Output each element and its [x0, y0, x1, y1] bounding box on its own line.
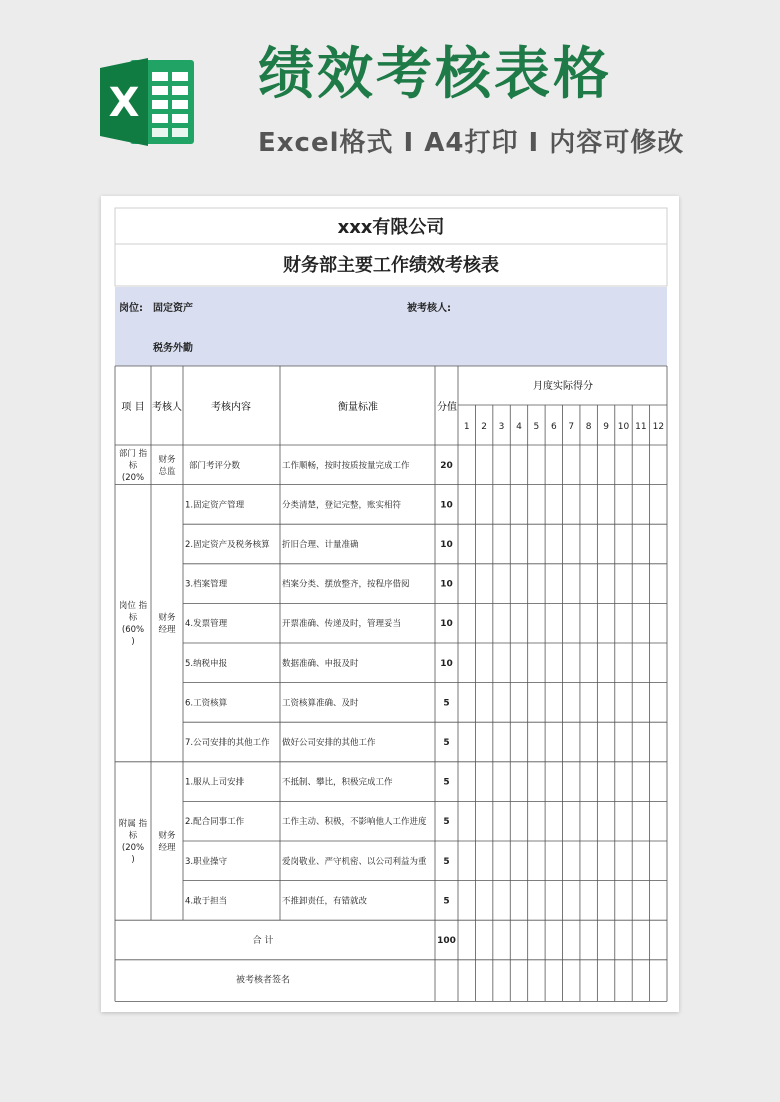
examinee-label: 被考核人: [407, 303, 451, 314]
group-category-line: (20% [121, 472, 145, 483]
month-header-3: 3 [498, 422, 505, 432]
month-header-11: 11 [635, 422, 647, 432]
banner [0, 0, 780, 185]
header-assessor: 考核人 [152, 402, 182, 413]
row-standard: 做好公司安排的其他工作 [282, 738, 376, 748]
header-score: 分值 [437, 402, 457, 413]
total-score: 100 [437, 936, 456, 946]
row-content: 3.职业操守 [185, 856, 228, 867]
position-value-1: 固定资产 [153, 303, 193, 314]
row-score: 10 [440, 540, 453, 550]
month-header-7: 7 [568, 422, 575, 432]
month-header-6: 6 [550, 422, 557, 432]
month-header-1: 1 [463, 422, 470, 432]
group-category-line: ) [131, 855, 135, 865]
group-category-line: 标 [128, 460, 138, 471]
signature-label: 被考核者签名 [235, 975, 291, 986]
group-category-line: 部门 指 [118, 448, 148, 459]
row-standard: 工作顺畅，按时按质按量完成工作 [282, 460, 410, 471]
row-standard: 开票准确、传递及时，管理妥当 [282, 619, 402, 630]
row-content: 6.工资核算 [185, 698, 228, 709]
group-category-line: (60% [121, 625, 145, 636]
banner-title: 绩效考核表格 [258, 42, 612, 107]
row-content: 2.配合同事工作 [185, 817, 245, 828]
table-header [121, 379, 593, 413]
row-standard: 工作主动、积极，不影响他人工作进度 [282, 817, 427, 828]
group-category-line: 岗位 指 [118, 601, 148, 612]
row-standard: 档案分类、摆放整齐，按程序借阅 [282, 579, 410, 590]
row-score: 10 [440, 658, 453, 669]
month-header-9: 9 [603, 422, 609, 432]
header-content: 考核内容 [211, 402, 251, 413]
table-row [185, 777, 450, 788]
position-value-2: 税务外勤 [153, 343, 193, 354]
month-header-10: 10 [617, 422, 630, 432]
table-row [185, 856, 450, 867]
row-standard: 不抵制、攀比，积极完成工作 [282, 777, 393, 788]
table-row [185, 737, 450, 748]
row-score: 5 [443, 817, 450, 828]
group-assessor-line: 经理 [158, 625, 176, 636]
row-standard: 折旧合理、计量准确 [282, 540, 359, 550]
group-category-line: (20% [121, 843, 145, 853]
row-content: 部门考评分数 [189, 460, 241, 471]
row-score: 5 [443, 856, 450, 867]
table-row [185, 539, 453, 550]
month-header-4: 4 [516, 422, 522, 432]
group-assessor-line: 总监 [158, 466, 176, 477]
group-assessor-line: 经理 [158, 843, 176, 853]
table-row [185, 658, 453, 669]
table-row [185, 618, 453, 629]
row-score: 10 [440, 579, 453, 590]
row-standard: 爱岗敬业、严守机密、以公司利益为重 [282, 856, 427, 867]
table-row [185, 499, 453, 510]
row-score: 5 [443, 698, 450, 709]
month-header-8: 8 [585, 422, 592, 432]
row-score: 10 [440, 500, 453, 511]
document-sheet [101, 196, 679, 1012]
position-label: 岗位: [119, 303, 143, 314]
table-row [185, 816, 450, 827]
group-assessor-line: 财务 [158, 831, 176, 841]
header-monthly: 月度实际得分 [533, 381, 593, 392]
excel-icon-letter: X [108, 80, 140, 126]
row-score: 10 [440, 619, 453, 630]
row-standard: 数据准确、申报及时 [282, 658, 359, 669]
row-standard: 分类清楚，登记完整，账实相符 [282, 500, 402, 511]
performance-table [101, 196, 679, 1012]
table-title: 财务部主要工作绩效考核表 [283, 255, 499, 276]
row-standard: 不推卸责任，有错就改 [282, 896, 368, 907]
row-content: 1.服从上司安排 [185, 777, 245, 788]
table-row [185, 579, 453, 590]
group-category-line: ) [131, 637, 135, 648]
row-content: 1.固定资产管理 [185, 500, 245, 511]
row-content: 7.公司安排的其他工作 [185, 738, 270, 748]
header-item: 项 目 [121, 402, 145, 413]
month-header-12: 12 [652, 422, 665, 432]
row-score: 5 [443, 738, 450, 748]
row-content: 4.发票管理 [185, 619, 228, 630]
row-content: 5.纳税申报 [185, 658, 228, 669]
total-label: 合 计 [252, 936, 274, 946]
header-standard: 衡量标准 [338, 402, 378, 413]
info-band [115, 287, 667, 366]
row-score: 20 [440, 460, 453, 471]
excel-icon [100, 56, 198, 148]
group-category-line: 标 [128, 613, 138, 624]
row-score: 5 [443, 777, 450, 788]
row-content: 2.固定资产及税务核算 [185, 540, 270, 550]
row-score: 5 [443, 896, 450, 907]
row-content: 3.档案管理 [185, 579, 228, 590]
group-assessor-line: 财务 [158, 613, 176, 624]
company-name: xxx有限公司 [337, 217, 445, 238]
group-assessor-line: 财务 [158, 454, 176, 465]
month-header-2: 2 [481, 422, 487, 432]
table-row [185, 895, 450, 906]
row-content: 4.敢于担当 [185, 896, 228, 907]
group-category-line: 标 [128, 831, 138, 841]
table-row [185, 697, 450, 708]
table-row [189, 460, 453, 471]
month-header-5: 5 [533, 422, 540, 432]
group-category-line: 附属 指 [118, 819, 148, 829]
row-standard: 工资核算准确、及时 [282, 698, 359, 709]
banner-subtitle: Excel格式 I A4打印 I 内容可修改 [258, 128, 685, 158]
